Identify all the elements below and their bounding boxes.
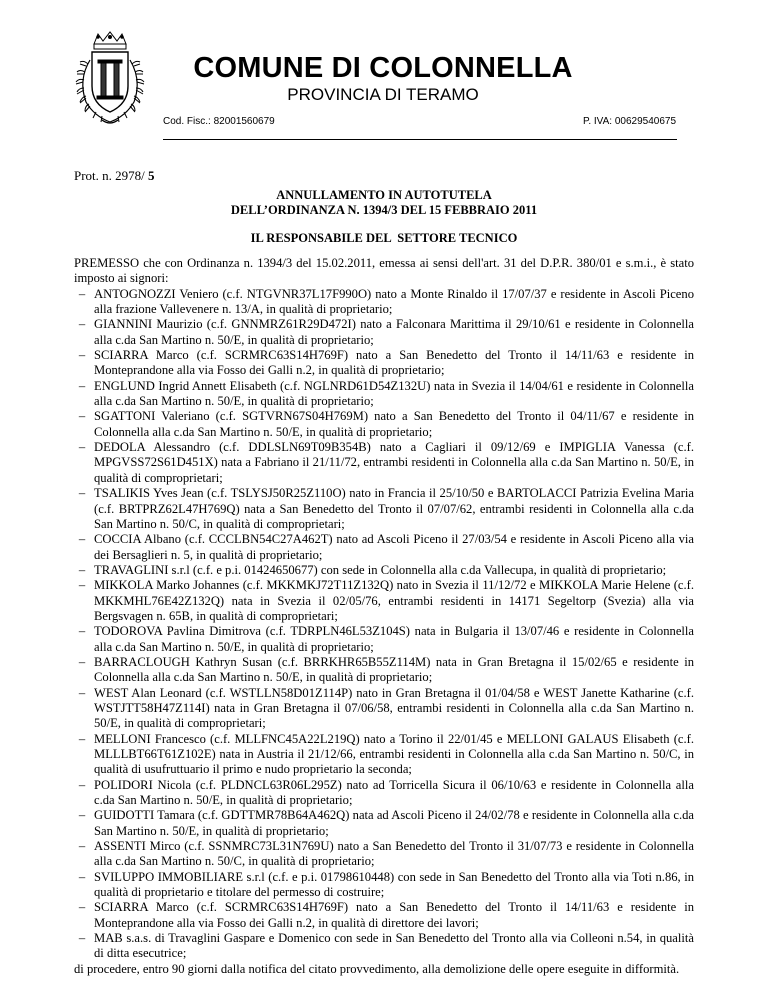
list-marker: –	[78, 532, 86, 547]
list-item-text: GUIDOTTI Tamara (c.f. GDTTMR78B64A462Q) nata ad Ascoli Piceno il 24/02/78 e residente in Colonnella alla c.da San Martino n. 50/E, in qualità di proprietario;	[94, 808, 694, 838]
list-item-text: MIKKOLA Marko Johannes (c.f. MKKMKJ72T11Z132Q) nato in Svezia il 11/12/72 e MIKKOLA Marie Helene (c.f. MKKMHL76E42Z132Q) nata in Svezia il 02/05/76, entrambi residenti in 14171 Segeltorp (Svezia) alla via Bergsvagen n. 65B, in qualità di comproprietari;	[94, 578, 694, 623]
list-item	[74, 839, 694, 870]
list-item-text: SCIARRA Marco (c.f. SCRMRC63S14H769F) nato a San Benedetto del Tronto il 14/11/63 e residente in Monteprandone alla via Fosso dei Galli n.2, in qualità di proprietario;	[94, 348, 694, 378]
list-item-text: TSALIKIS Yves Jean (c.f. TSLYSJ50R25Z110O) nato in Francia il 25/10/50 e BARTOLACCI Patrizia Evelina Maria (c.f. BRTPRZ62L47H769Q) nata a San Benedetto del Tronto il 07/07/62, entrambi residenti in Colonnella alla c.da San Martino n. 50/C, in qualità di comproprietari;	[94, 486, 694, 531]
list-item	[74, 409, 694, 440]
list-marker: –	[78, 578, 86, 593]
list-item-text: BARRACLOUGH Kathryn Susan (c.f. BRRKHR65B55Z114M) nata in Gran Bretagna il 15/02/65 e residente in Colonnella alla c.da San Martino n. 50/E, in qualità di proprietario;	[94, 654, 694, 685]
list-item	[74, 379, 694, 410]
closing-paragraph: di procedere, entro 90 giorni dalla notifica del citato provvedimento, alla demolizione delle opere eseguite in difformità.	[74, 961, 680, 976]
document-title-line-1: ANNULLAMENTO IN AUTOTUTELA	[276, 188, 492, 202]
list-item-text: WEST Alan Leonard (c.f. WSTLLN58D01Z114P) nato in Gran Bretagna il 01/04/58 e WEST Janette Katharine (c.f. WSTJTT58H47Z114I) nata in Gran Bretagna il 07/06/58, entrambi residenti in Colonnella alla c.da San Martino n. 50/E, in qualità di comproprietari;	[94, 685, 694, 731]
list-item-text: TODOROVA Pavlina Dimitrova (c.f. TDRPLN46L53Z104S) nata in Bulgaria il 13/07/46 e residente in Colonnella alla c.da San Martino n. 50/E, in qualità di proprietario;	[94, 624, 694, 654]
municipal-crest-icon	[72, 30, 148, 128]
province-subtitle: PROVINCIA DI TERAMO	[287, 85, 479, 104]
list-marker: –	[78, 654, 86, 669]
list-item	[74, 686, 694, 732]
list-item	[74, 486, 694, 532]
list-marker: –	[78, 317, 86, 332]
list-item	[74, 655, 694, 686]
list-item-text: ANTOGNOZZI Veniero (c.f. NTGVNR37L17F990O) nato a Monte Rinaldo il 17/07/37 e residente in Ascoli Piceno alla frazione Vallevenere n. 13/A, in qualità di proprietario;	[94, 286, 694, 317]
issuer-heading: IL RESPONSABILE DEL SETTORE TECNICO	[250, 231, 518, 245]
list-item	[74, 563, 694, 578]
document-title	[74, 188, 694, 218]
list-marker: –	[78, 624, 86, 639]
list-marker: –	[78, 808, 86, 823]
municipality-title: COMUNE DI COLONNELLA	[193, 52, 573, 84]
list-marker: –	[78, 731, 86, 746]
list-item	[74, 532, 694, 563]
list-item-text: SVILUPPO IMMOBILIARE s.r.l (c.f. e p.i. 01798610448) con sede in San Benedetto del Tronto alla via Toti n.86, in qualità di proprietario e titolare del permesso di costruire;	[94, 869, 694, 900]
list-marker: –	[78, 777, 86, 792]
list-item-text: SCIARRA Marco (c.f. SCRMRC63S14H769F) nato a San Benedetto del Tronto il 14/11/63 e residente in Monteprandone alla via Fosso dei Galli n.2, in qualità di direttore dei lavori;	[94, 900, 694, 930]
fiscal-code: Cod. Fisc.: 82001560679	[163, 116, 275, 127]
list-item-text: MAB s.a.s. di Travaglini Gaspare e Domenico con sede in San Benedetto del Tronto alla via Colleoni n.54, in qualità di ditta esecutrice;	[94, 931, 694, 961]
list-item-text: TRAVAGLINI s.r.l (c.f. e p.i. 01424650677) con sede in Colonnella alla c.da Vallecupa, in qualità di proprietario;	[94, 562, 667, 577]
list-item	[74, 808, 694, 839]
protocol-prefix: Prot. n. 2978/	[74, 168, 145, 183]
list-item	[74, 778, 694, 809]
list-marker: –	[78, 486, 86, 501]
list-marker: –	[78, 378, 86, 393]
persons-list	[74, 287, 694, 962]
list-item	[74, 348, 694, 379]
list-item	[74, 624, 694, 655]
list-marker: –	[78, 409, 86, 424]
list-item	[74, 578, 694, 624]
document-body	[74, 256, 694, 977]
protocol-number	[74, 168, 155, 183]
list-marker: –	[78, 685, 86, 700]
header-divider	[163, 139, 677, 140]
list-item-text: ASSENTI Mirco (c.f. SSNMRC73L31N769U) nato a San Benedetto del Tronto il 31/07/73 e residente in Colonnella alla c.da San Martino n. 50/C, in qualità di proprietario;	[94, 839, 694, 869]
list-item	[74, 287, 694, 318]
list-marker: –	[78, 562, 86, 577]
list-item	[74, 440, 694, 486]
list-item-text: GIANNINI Maurizio (c.f. GNNMRZ61R29D472I) nato a Falconara Marittima il 29/10/61 e residente in Colonnella alla c.da San Martino n. 50/E, in qualità di proprietario;	[94, 317, 694, 347]
list-item-text: SGATTONI Valeriano (c.f. SGTVRN67S04H769M) nato a San Benedetto del Tronto il 04/11/67 e residente in Colonnella alla c.da San Martino n. 50/E, in qualità di proprietario;	[94, 409, 694, 439]
list-item	[74, 870, 694, 901]
list-item-text: POLIDORI Nicola (c.f. PLDNCL63R06L295Z) nato ad Torricella Sicura il 06/10/63 e residente in Colonnella alla c.da San Martino n. 50/E, in qualità di proprietario;	[94, 777, 694, 808]
list-marker: –	[78, 900, 86, 915]
list-marker: –	[78, 348, 86, 363]
list-item	[74, 931, 694, 962]
list-item-text: COCCIA Albano (c.f. CCCLBN54C27A462T) nato ad Ascoli Piceno il 27/03/54 e residente in Ascoli Piceno alla via dei Bersaglieri n. 5, in qualità di proprietario;	[94, 532, 694, 562]
list-item	[74, 900, 694, 931]
list-item-text: DEDOLA Alessandro (c.f. DDLSLN69T09B354B) nato a Cagliari il 09/12/69 e IMPIGLIA Vanessa (c.f. MPGVSS72S61D451X) nata a Fabriano il 21/11/72, entrambi residenti in Colonnella alla c.da San Martino n. 50/E, in qualità di comproprietari;	[94, 440, 694, 485]
vat-number: P. IVA: 00629540675	[582, 116, 676, 127]
list-marker: –	[78, 440, 86, 455]
list-item-text: ENGLUND Ingrid Annett Elisabeth (c.f. NGLNRD61D54Z132U) nata in Svezia il 14/04/61 e residente in Colonnella alla c.da San Martino n. 50/E, in qualità di proprietario;	[94, 378, 694, 409]
list-item-text: MELLONI Francesco (c.f. MLLFNC45A22L219Q) nato a Torino il 22/01/45 e MELLONI GALAUS Elisabeth (c.f. MLLLBT66T61Z102E) nata in Austria il 21/12/66, entrambi residenti in Colonnella alla c.da San Martino n. 50/C, in qualità di usufruttuario il primo e nudo proprietario la seconda;	[94, 731, 694, 777]
list-marker: –	[78, 931, 86, 946]
list-marker: –	[78, 286, 86, 301]
list-item	[74, 317, 694, 348]
list-marker: –	[78, 869, 86, 884]
protocol-suffix: 5	[148, 168, 155, 183]
list-marker: –	[78, 839, 86, 854]
premesso-paragraph: PREMESSO che con Ordinanza n. 1394/3 del 15.02.2011, emessa ai sensi dell'art. 31 del D.P.R. 380/01 e s.m.i., è stato imposto ai signori:	[74, 256, 694, 286]
list-item	[74, 732, 694, 778]
document-title-line-2: DELL’ORDINANZA N. 1394/3 DEL 15 FEBBRAIO 2011	[230, 203, 538, 217]
